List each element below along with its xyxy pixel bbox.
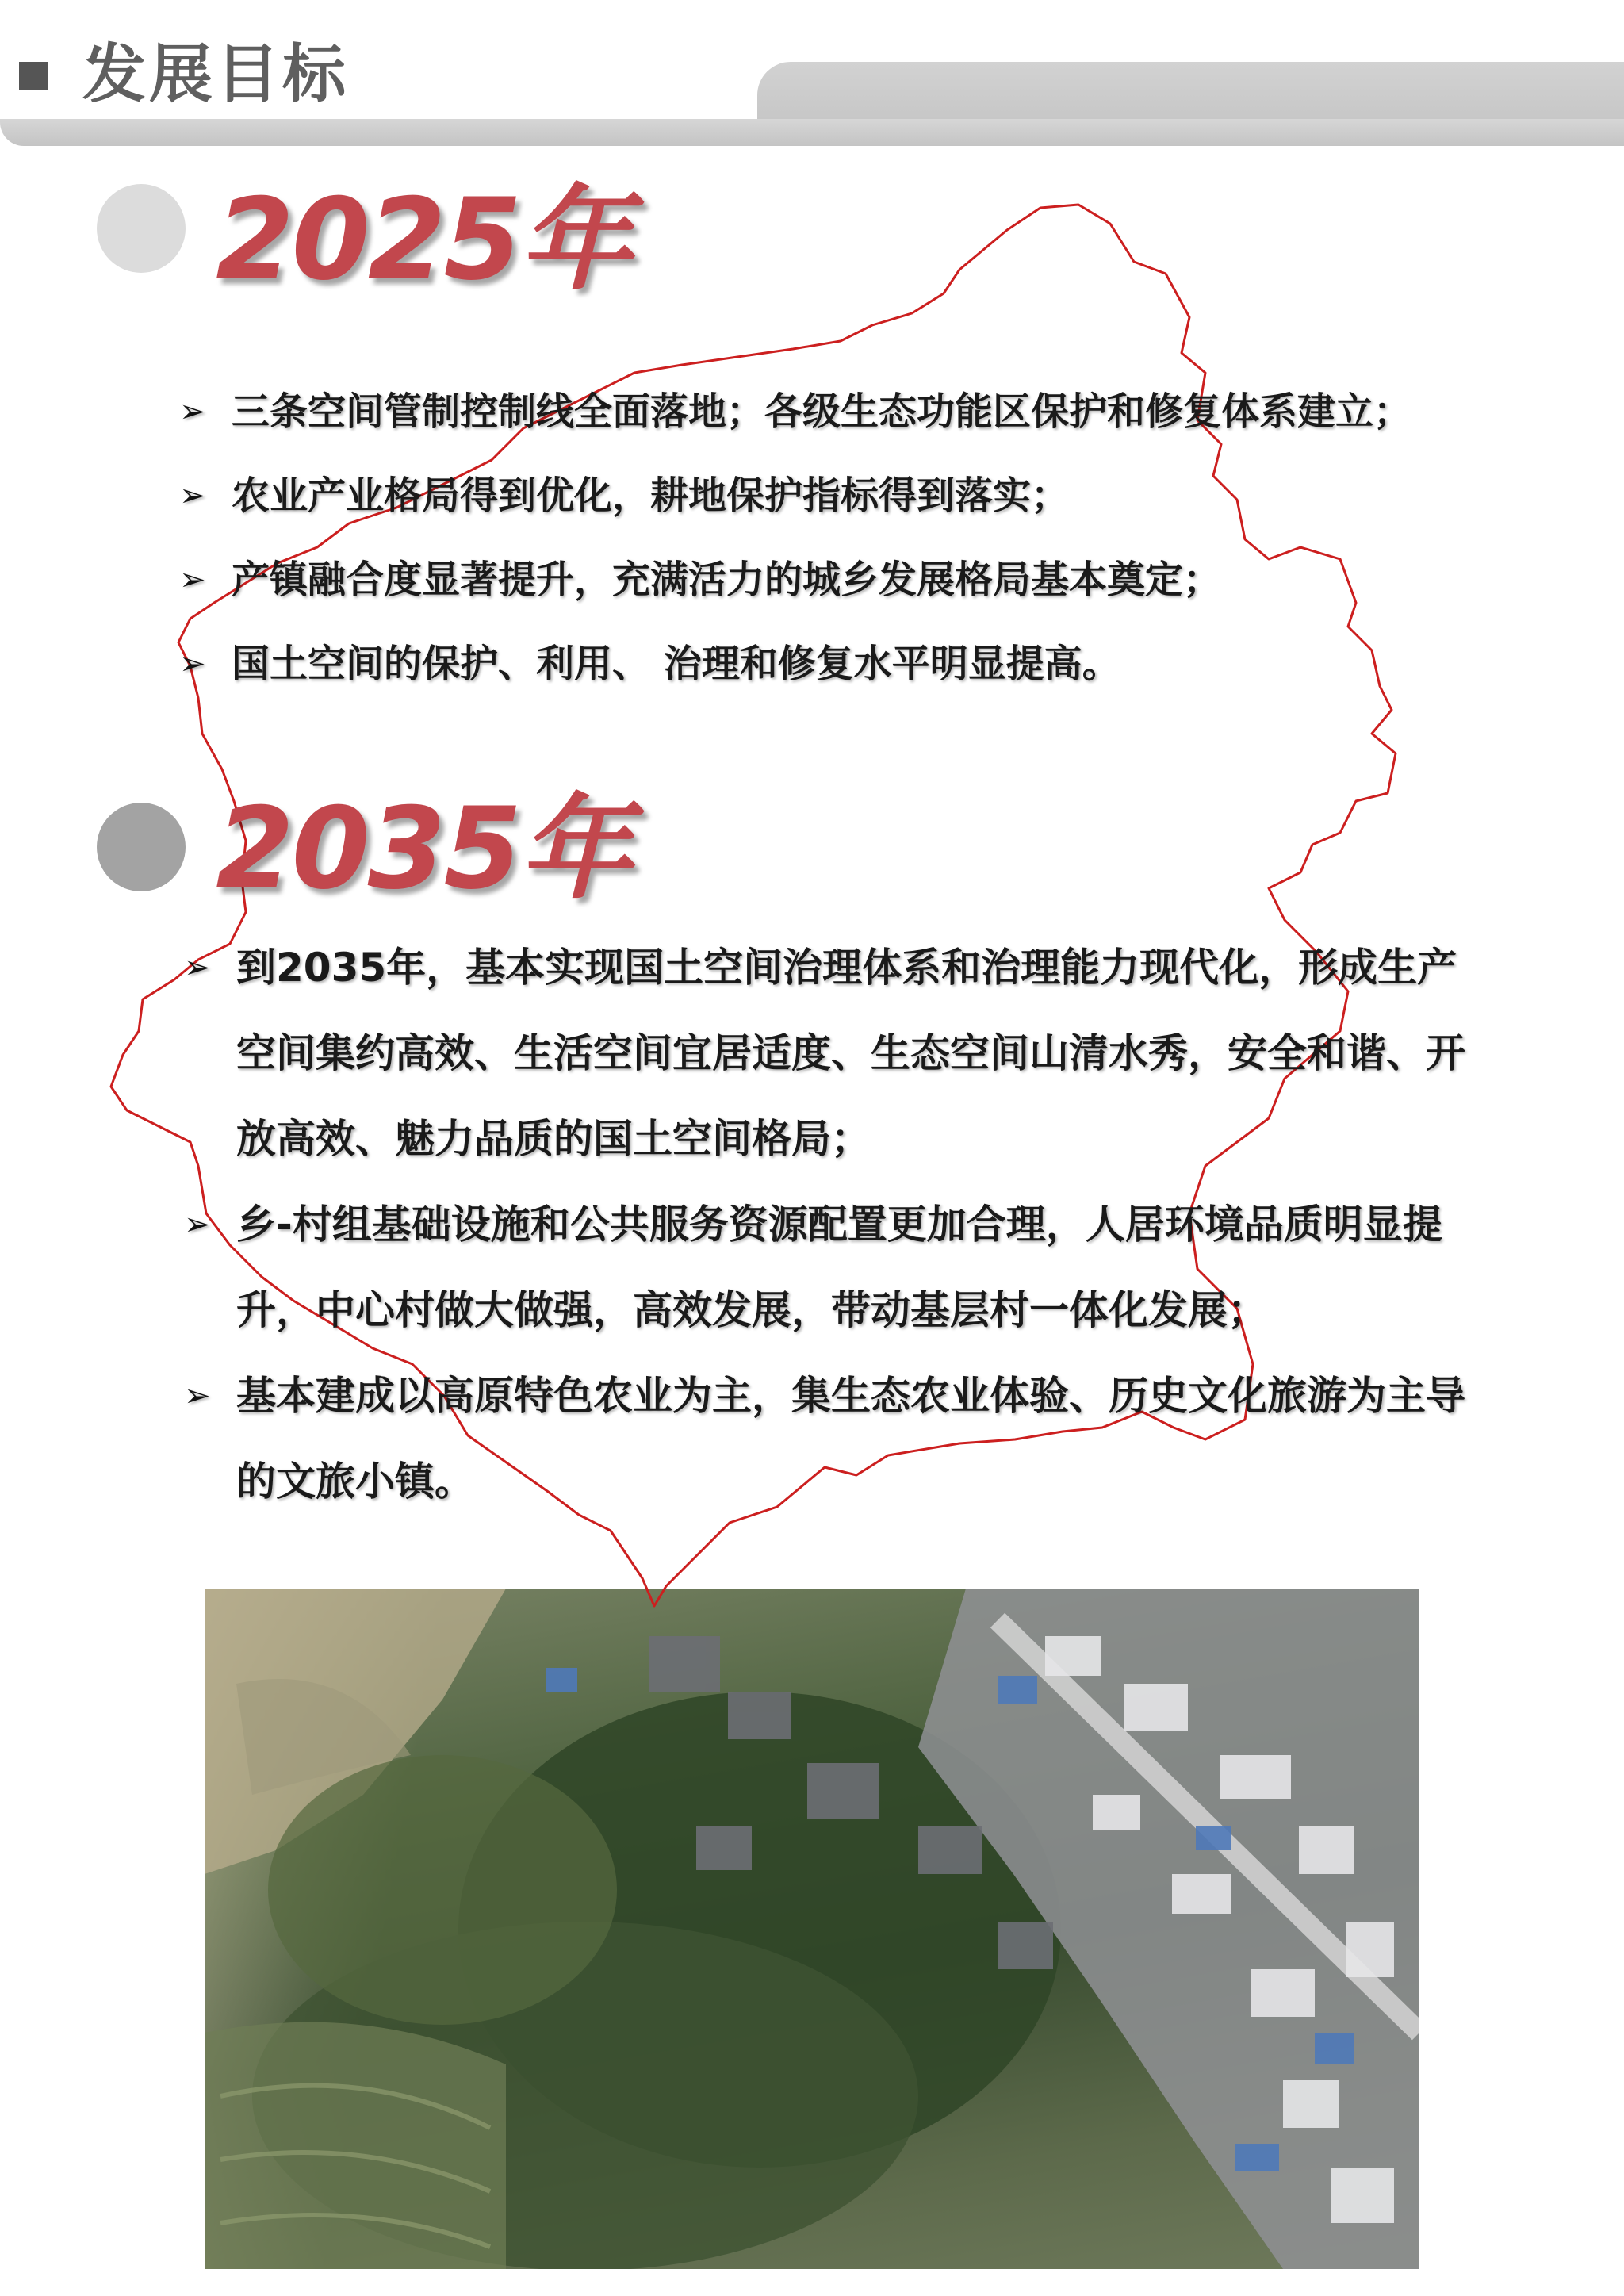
section-marker-circle <box>97 184 186 273</box>
arrow-bullet-icon: ➢ <box>184 949 211 986</box>
list-item: ➢ 国土空间的保护、利用、 治理和修复水平明显提高。 <box>179 622 1464 706</box>
arrow-bullet-icon: ➢ <box>179 477 206 514</box>
header-square-icon <box>19 62 48 90</box>
aerial-town-photo <box>205 1589 1419 2269</box>
list-item: ➢ 产镇融合度显著提升，充满活力的城乡发展格局基本奠定； <box>179 538 1464 622</box>
aerial-photo-art <box>205 1589 1419 2269</box>
arrow-bullet-icon: ➢ <box>179 393 206 430</box>
arrow-bullet-icon: ➢ <box>179 646 206 682</box>
header-bar-decoration <box>0 119 1624 146</box>
list-item: ➢ 农业产业格局得到优化，耕地保护指标得到落实； <box>179 454 1464 538</box>
arrow-bullet-icon: ➢ <box>184 1378 211 1414</box>
year-heading-2035: 2035年 <box>216 784 630 914</box>
goals-list-2025 <box>179 370 1464 706</box>
list-item: ➢ 三条空间管制控制线全面落地；各级生态功能区保护和修复体系建立； <box>179 370 1464 454</box>
goals-list-2035 <box>184 925 1484 1524</box>
list-item: ➢ 乡-村组基础设施和公共服务资源配置更加合理，人居环境品质明显提升，中心村做大做强，高效发展，带动基层村一体化发展； <box>184 1182 1484 1353</box>
list-item: ➢ 基本建成以高原特色农业为主，集生态农业体验、历史文化旅游为主导的文旅小镇。 <box>184 1353 1484 1524</box>
section-marker-circle <box>97 803 186 891</box>
year-heading-2025: 2025年 <box>216 174 630 305</box>
arrow-bullet-icon: ➢ <box>179 562 206 598</box>
page-title: 发展目标 <box>82 37 349 111</box>
arrow-bullet-icon: ➢ <box>184 1206 211 1243</box>
list-item: ➢ 到2035年，基本实现国土空间治理体系和治理能力现代化，形成生产空间集约高效、生活空间宜居适度、生态空间山清水秀，安全和谐、开放高效、魅力品质的国土空间格局； <box>184 925 1484 1182</box>
